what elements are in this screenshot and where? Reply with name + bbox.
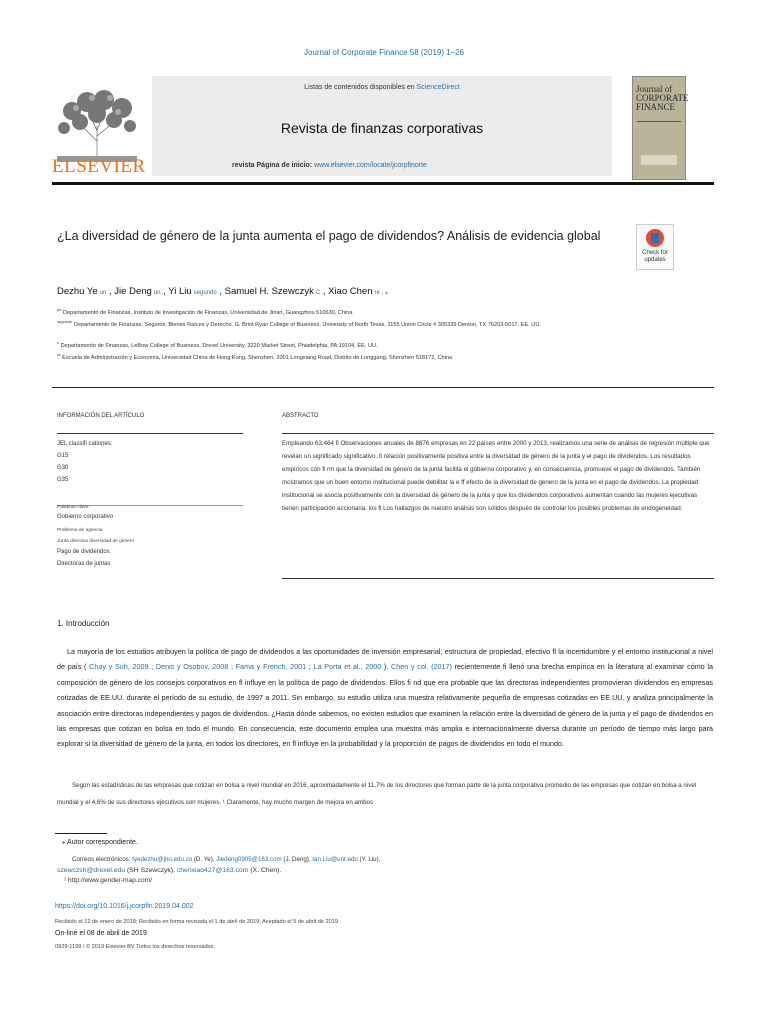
author-name[interactable]: Xiao Chen — [328, 286, 373, 297]
homepage-prefix: revista Página de inicio: — [232, 162, 315, 169]
abstract-bottom-rule — [282, 578, 714, 579]
journal-homepage-line — [232, 162, 427, 169]
paragraph-text: recientemente fi llenó una brecha empírica en la literatura al examinar cómo la composición de género de los consejos corporativos en fl influye en la política de pago de dividendos. Ellos fi nd que era probable que las directoras independientes promovieran dividendos en empresas cotizadas de EE.UU. durante el período de su estudio, de 1997 a 2011. Sin embargo, su estudio utiliza una muestra relativamente pequeña de empresas cotizadas en EE.UU. y analiza principalmente la asociación entre directoras independientes y pagos de dividendos. ¿Hasta dónde sabemos, no existen estudios que examinen la relación entre la diversidad de género de la junta y el pago de dividendos en las empresas que cotizan en bolsa en todo el mundo. En consecuencia, este documento emplea una muestra más amplia e internacionalmente diversa durante un período de tiempo más largo para explorar si la diversidad de género de la junta, en todos los directores, en fl influye en la probabilidad y la proporción de pagos de dividendos en todo el mundo. — [57, 662, 713, 749]
contents-availability — [152, 84, 612, 91]
copyright-notice: 0929-1199 / © 2019 Elsevier BV Todos los derechos reservados. — [55, 944, 216, 950]
cover-title: Journal of CORPORATE FINANCE — [636, 84, 689, 112]
email-link[interactable]: szewczsh@drexel.edu — [57, 867, 126, 874]
email-link[interactable]: tyedezhu@jnu.edu.cn — [132, 856, 193, 863]
citation-link[interactable]: Fama y French, 2001 — [235, 662, 307, 672]
email-link[interactable]: chenxiao427@163.com — [176, 867, 249, 874]
author-affiliation-mark: C — [315, 290, 321, 296]
email-line — [72, 856, 380, 863]
abstract-rule — [282, 433, 714, 434]
section-divider — [52, 387, 714, 388]
email-link[interactable]: Jiedeng0905@163.com — [216, 856, 282, 863]
email-link[interactable]: Ian.Liu@unt.edu — [312, 856, 358, 863]
intro-paragraph — [57, 644, 713, 752]
intro-heading: 1. Introducción — [57, 619, 110, 628]
keywords-label: Palabras clave: — [57, 505, 90, 510]
check-for-updates-button[interactable] — [636, 224, 674, 270]
received-dates: Recibido el 12 de enero de 2018; Recibido en forma revisada el 1 de abril de 2019; Aceptado el 5 de abril de 2019 — [55, 919, 338, 925]
keyword: Pago de dividendos — [57, 549, 110, 555]
citation-link[interactable]: Chay y Suh, 2009 — [89, 662, 149, 672]
elsevier-wordmark: ELSEVIER — [52, 156, 146, 177]
keyword: Junta directiva diversidad de género — [57, 539, 135, 544]
affiliation-mark: c — [57, 340, 59, 345]
doi-link[interactable]: https://doi.org/10.1016/j.jcorpfin.2019.04.002 — [55, 903, 194, 910]
jel-code: G15 — [57, 453, 69, 459]
keyword: Directoras de juntas — [57, 561, 111, 567]
article-info-rule — [57, 433, 243, 434]
crossmark-icon — [646, 229, 664, 247]
affiliation — [57, 319, 541, 328]
gender-map-link[interactable]: ¹ http://www.gender-map.com/ — [64, 877, 152, 884]
affiliation — [57, 340, 378, 349]
journal-homepage-link[interactable]: www.elsevier.com/locate/jcorpfinorte — [314, 162, 427, 169]
author-affiliation-mark: un — [99, 290, 107, 296]
abstract-text: Empleando 63,464 fi Observaciones anuales de 8876 empresas en 22 países entre 2000 y 2013, realizamos una serie de análisis de regresión múltiple que revelan un significado significativo. fi relación positivamente positiva entre la diversidad de género de la junta y el pago de dividendos. Los resultados empíricos con fi rm que la diversidad de género de la junta facilita el gobierno corporativo y, en consecuencia, promueve el pago de dividendos. También mostramos que un buen entorno institucional puede debilitar la e ff efecto de la diversidad de género de la junta en el pago de dividendos. La propiedad institucional se asocia positivamente con la diversidad de género de la junta y que los dividendos corporativos aumentan cuando las mujeres ejecutivas tienen participación accionaria. los fi Los hallazgos de nuestro análisis son sólidos después de controlar los posibles problemas de endogeneidad. — [282, 440, 710, 512]
jel-label: JEL classifi cationes: — [57, 441, 113, 447]
affiliation-text: Departamento de Finanzas, LeBow College of Business, Drexel University, 3220 Market Street, Phiadelphia, PA 19104, EE. UU. — [60, 342, 378, 349]
check-for-updates-label: Check for updates — [642, 250, 668, 263]
keyword: Gobierno corporativo — [57, 514, 114, 520]
journal-cover-thumbnail — [632, 76, 689, 180]
journal-name: Revista de finanzas corporativas — [280, 120, 484, 136]
author-affiliation-mark: un — [153, 290, 161, 296]
citation-link[interactable]: Chen y col. (2017) — [391, 662, 452, 672]
jel-code: G30 — [57, 465, 69, 471]
online-date: On-line el 08 de abril de 2019 — [55, 930, 147, 937]
corresponding-author-note: ⁎ Autor correspondiente. — [62, 839, 138, 846]
cover-rule — [637, 121, 681, 122]
paragraph-text: La mayoría de los estudios atribuyen la política de pago de dividendos a las oportunidades de inversión empresarial, estructura de propiedad, efectivo fl la incertidumbre y el entorno institucional a nivel de país ( — [57, 647, 713, 672]
separator: ; — [228, 662, 236, 672]
author-name[interactable]: Samuel H. Szewczyk — [224, 286, 314, 297]
affiliation — [57, 352, 452, 361]
contents-prefix: Listas de contenidos disponibles en — [304, 84, 417, 91]
author-affiliation-mark: re , ⁎ — [374, 290, 388, 296]
separator: ; — [148, 662, 156, 672]
journal-masthead — [152, 76, 612, 176]
article-title: ¿La diversidad de género de la junta aumenta el pago de dividendos? Análisis de evidencia global — [57, 229, 601, 243]
citation-link[interactable]: La Porta et al., 2000 — [313, 662, 382, 672]
separator: ; — [306, 662, 314, 672]
intro-paragraph-2: Según las estadísticas de las empresas que cotizan en bolsa a nivel mundial en 2016, aproximadamente el 11,7% de los directores que forman parte de la junta corporativa promedio de las empresas que cotizan en bolsa a nivel mundial y el 4,6% de sus directores ejecutivos son mujeres. ¹ Claramente, hay mucho margen de mejora en ambos — [57, 782, 697, 806]
article-info-heading: INFORMACIÓN DEL ARTÍCULO — [57, 413, 145, 419]
citation-link[interactable]: Denis y Osobov, 2008 — [155, 662, 229, 672]
author-name[interactable]: Jie Deng — [114, 286, 152, 297]
email-line — [57, 867, 281, 874]
email-owner: (J. Deng), — [281, 856, 313, 863]
cover-publisher-box — [641, 155, 677, 165]
email-label: Correos electrónicos: — [72, 856, 133, 863]
author-list: Dezhu Ye un , Jie Deng un , Yi Liu segundo , Samuel H. Szewczyk C , Xiao Chen re , ⁎ — [57, 286, 388, 297]
affiliation-text: Departamento de Finanzas, Seguros, Bienes Raíces y Derecho. G. Brint Ryan College of Business, University of North Texas, 1155 Union Circle # 305339 Denton, TX 76203-5017, EE. UU. — [73, 321, 541, 328]
affiliation-mark: un — [57, 307, 62, 312]
author-name[interactable]: Dezhu Ye — [57, 286, 98, 297]
email-owner: (X. Chen). — [248, 867, 282, 874]
email-owner: (D. Ye), — [192, 856, 217, 863]
header-divider — [52, 182, 714, 185]
author-name[interactable]: Yi Liu — [168, 286, 192, 297]
keyword: Problema de agencia — [57, 528, 103, 533]
affiliation — [57, 307, 353, 316]
journal-reference-link[interactable]: Journal of Corporate Finance 58 (2019) 1–26 — [303, 48, 465, 57]
affiliation-text: Escuela de Administración y Economía, Universidad China de Hong Kong, Shenzhen, 2001 Longxiang Road, Distrito de Longgang, Shenzhen 518172, China — [62, 354, 453, 361]
author-affiliation-mark: segundo — [193, 290, 217, 296]
affiliation-text: Departamento de Finanzas, Instituto de Investigación de Finanzas, Universidad de Jinan, Guangzhou 510630, China — [63, 309, 353, 316]
separator: ). — [381, 662, 392, 672]
sciencedirect-link[interactable]: ScienceDirect — [416, 84, 460, 91]
footnote-rule — [55, 833, 107, 834]
email-owner: (Y. Liu), — [357, 856, 381, 863]
abstract-heading: ABSTRACTO — [282, 413, 319, 419]
affiliation-mark: re — [57, 352, 61, 357]
affiliation-mark: segundo — [57, 319, 73, 324]
jel-code: G35 — [57, 477, 69, 483]
email-owner: (SH Szewczyk), — [125, 867, 177, 874]
